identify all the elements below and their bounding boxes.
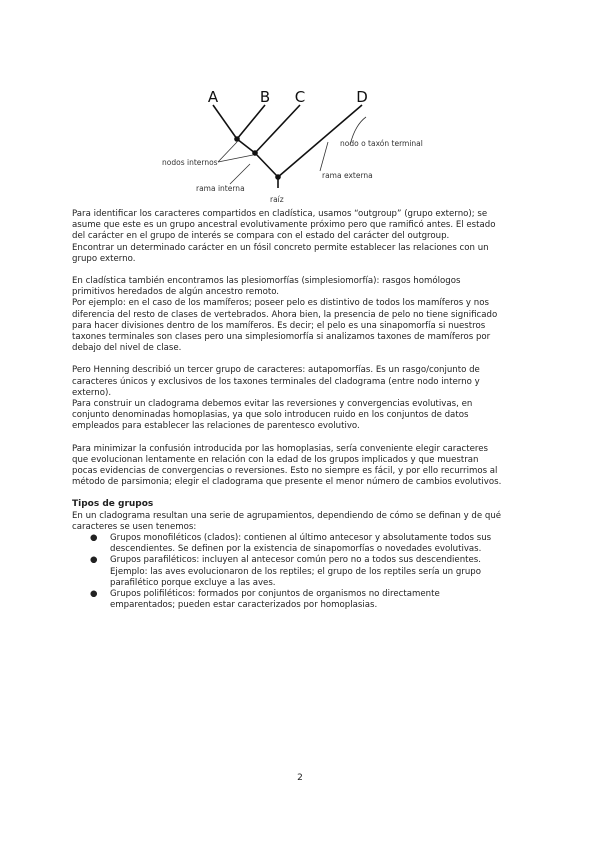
text-line: taxones terminales son clases pero una simplesiomorfía si analizamos taxones de mamíferos por [72,332,491,343]
list-item [72,555,532,589]
text-line: Grupos parafiléticos: incluyen al antecesor común pero no a todos sus descendientes. [110,555,482,566]
taxon-label: C [294,88,306,106]
text-line: que evolucionan lentamente en relación con la edad de los grupos implicados y que muestran [72,454,479,465]
text-line: conjunto denominadas homoplasias, ya que solo introducen ruido en los conjuntos de datos [72,410,469,421]
label-external-branch: rama externa [322,171,373,180]
section-heading: Tipos de grupos [72,499,154,510]
text-line: para hacer divisiones dentro de los mamíferos. Es decir; el pelo es una sinapomorfía si nuestros [72,320,486,331]
node-abc [252,150,258,156]
text-line: descendientes. Se definen por la existencia de sinapomorfías o novedades evolutivas. [110,544,482,555]
body-text [72,209,532,612]
paragraph-plesiomorphies [72,276,532,354]
pointer-internal-branch [230,164,250,184]
text-line: Para construir un cladograma debemos evitar las reversiones y convergencias evolutivas, en [72,399,473,410]
bullet-icon: ● [90,555,98,566]
text-line: Para minimizar la confusión introducida por las homoplasias, sería conveniente elegir caracteres [72,443,488,454]
cladogram-figure [150,85,470,210]
text-line: debajo del nivel de clase. [72,343,182,354]
list-item [72,533,532,555]
branch-a [213,105,237,139]
branch-b [237,105,265,139]
label-terminal-node: nodo o taxón terminal [340,139,423,148]
text-line: Ejemplo: las aves evolucionaron de los reptiles; el grupo de los reptiles sería un grupo [110,566,481,577]
paragraph-homoplasies [72,444,532,489]
bullet-icon: ● [90,589,98,600]
bullet-icon: ● [90,533,98,544]
text-line: parafilético porque excluye a las aves. [110,577,276,588]
pointer-external-branch [320,142,328,171]
label-internal-nodes: nodos internos [162,158,218,167]
text-line: empleados para establecer las relaciones de parentesco evolutivo. [72,421,360,432]
node-root [275,174,281,180]
text-line: método de parsimonia; elegir el cladograma que presente el menor número de cambios evolutivos. [72,477,502,488]
branch-ab [237,139,255,153]
section-intro [72,511,532,533]
text-line: Grupos monofiléticos (clados): contienen al último antecesor y absolutamente todos sus [110,533,492,544]
list-item [72,589,532,611]
taxon-label: D [356,88,368,106]
text-line: Para identificar los caracteres compartidos en cladística, usamos “outgroup” (grupo externo); se [72,209,488,219]
text-line: Grupos polifiléticos: formados por conjuntos de organismos no directamente [110,589,440,600]
text-line: Por ejemplo: en el caso de los mamíferos; poseer pelo es distintivo de todos los mamíferos y nos [72,298,489,309]
text-line: del carácter en el grupo de interés se compara con el estado del carácter del outgroup. [72,231,450,242]
text-line: asume que este es un grupo ancestral evolutivamente próximo pero que ramificó antes. El estado [72,220,496,231]
text-line: caracteres únicos y exclusivos de los taxones terminales del cladograma (entre nodo interno y [72,376,480,387]
text-line: diferencia del resto de clases de vertebrados. Ahora bien, la presencia de pelo no tiene significado [72,309,498,320]
text-line: externo). [72,387,112,398]
taxon-label: B [259,88,271,106]
text-line: emparentados; pueden estar caracterizados por homoplasias. [110,600,378,611]
text-line: caracteres se usen tenemos: [72,521,197,532]
text-line: Pero Henning describió un tercer grupo de caracteres: autapomorfías. Es un rasgo/conjunto de [72,365,480,376]
text-line: grupo externo. [72,253,136,264]
taxon-label: A [207,88,219,106]
label-root: raíz [270,195,284,204]
text-line: primitivos heredados de algún ancestro remoto. [72,287,280,298]
group-types-list [72,533,532,611]
text-line: Encontrar un determinado carácter en un fósil concreto permite establecer las relaciones con un [72,242,489,253]
page-number: 2 [297,773,303,783]
branch-c [255,105,300,153]
text-line: En cladística también encontramos las plesiomorfías (simplesiomorfía): rasgos homólogos [72,276,461,287]
paragraph-outgroup [72,209,532,265]
text-line: pocas evidencias de convergencias o reversiones. Esto no siempre es fácil, y por ello recurrimos al [72,466,498,477]
node-ab [234,136,240,142]
branch-abc [255,153,278,177]
paragraph-autapomorphies [72,365,532,432]
label-internal-branch: rama interna [196,184,245,193]
text-line: En un cladograma resultan una serie de agrupamientos, dependiendo de cómo se definan y de qué [72,510,502,521]
